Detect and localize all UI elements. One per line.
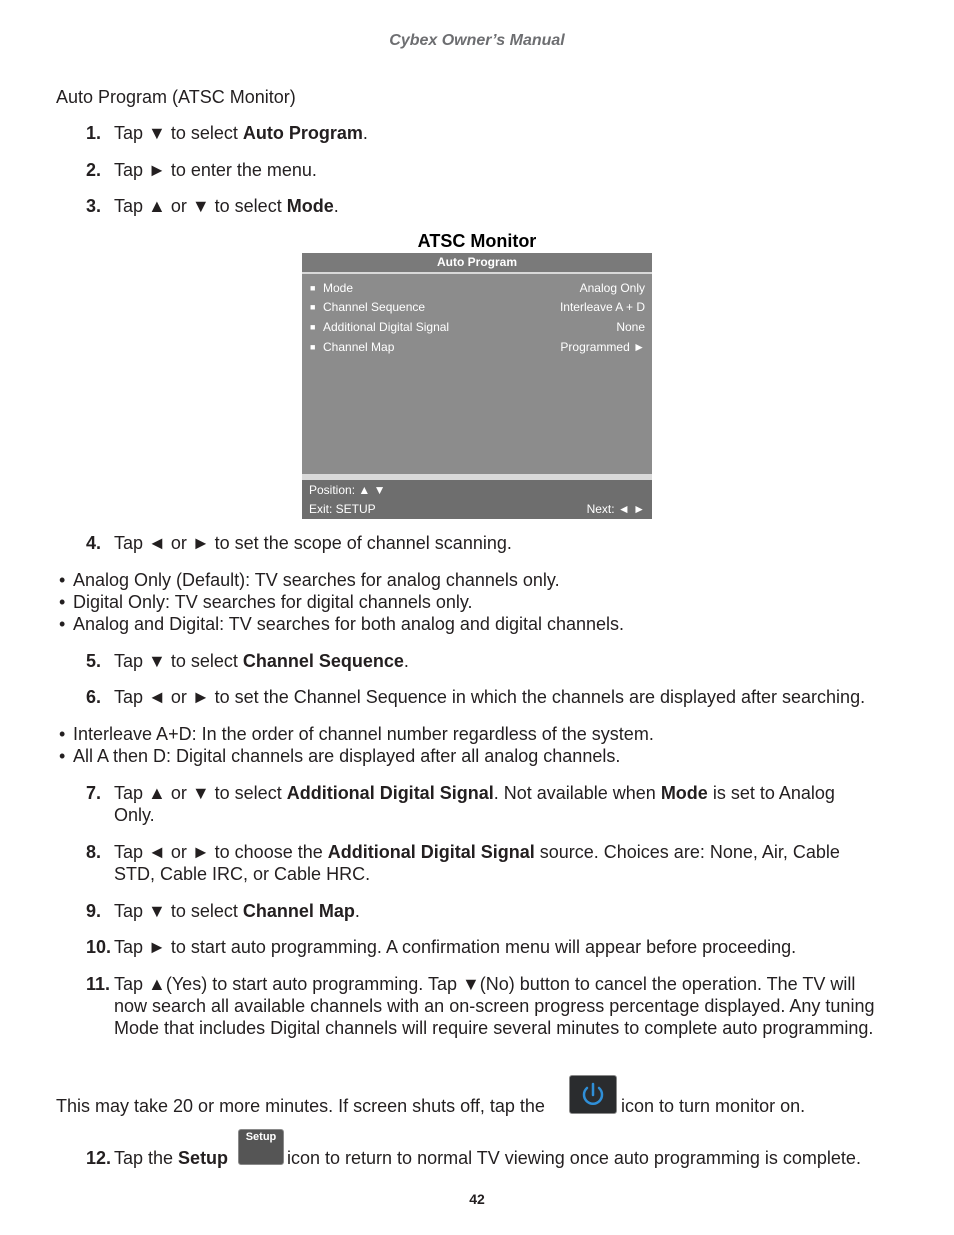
atsc-menu-screenshot bbox=[302, 253, 652, 519]
step-5-text: Tap ▼ to select Channel Sequence. bbox=[114, 651, 409, 671]
menu-row-value: Programmed ► bbox=[560, 340, 645, 354]
menu-row-channel-map bbox=[302, 337, 652, 357]
running-header: Cybex Owner’s Manual bbox=[389, 32, 565, 49]
footer-next: Next: ◄ ► bbox=[586, 502, 645, 516]
menu-row-label: Channel Sequence bbox=[323, 300, 426, 314]
step-12-text-before: Tap the Setup bbox=[114, 1148, 229, 1168]
note-text-after: icon to turn monitor on. bbox=[621, 1096, 806, 1116]
step-9-text: Tap ▼ to select Channel Map. bbox=[114, 901, 360, 921]
list-item: • Analog Only (Default): TV searches for analog channels only. bbox=[59, 570, 560, 590]
step-number: 3. bbox=[86, 196, 102, 216]
step-number: 11. bbox=[86, 974, 111, 994]
step-7-text: Tap ▲ or ▼ to select Additional Digital Signal. Not available when Mode is set to Analog Only. bbox=[114, 783, 835, 825]
step-10-text: Tap ► to start auto programming. A confirmation menu will appear before proceeding. bbox=[114, 937, 797, 957]
power-icon-glyph bbox=[570, 1076, 616, 1113]
list-item: • All A then D: Digital channels are displayed after all analog channels. bbox=[59, 746, 621, 766]
step-number: 5. bbox=[86, 651, 102, 671]
menu-row-label: Mode bbox=[323, 281, 354, 295]
menu-row-value: Interleave A + D bbox=[559, 300, 645, 314]
step-12-text-after: icon to return to normal TV viewing once auto programming is complete. bbox=[287, 1148, 861, 1168]
step-2-text: Tap ► to enter the menu. bbox=[114, 160, 317, 180]
step-number: 2. bbox=[86, 160, 102, 180]
figure-title: ATSC Monitor bbox=[417, 231, 537, 251]
menu-row-channel-sequence bbox=[302, 297, 652, 317]
setup-icon[interactable]: Setup bbox=[238, 1129, 284, 1165]
menu-body bbox=[302, 274, 652, 474]
section-title: Auto Program (ATSC Monitor) bbox=[56, 87, 296, 107]
square-bullet-icon: ■ bbox=[310, 342, 316, 352]
square-bullet-icon: ■ bbox=[310, 322, 316, 332]
step-number: 1. bbox=[86, 123, 102, 143]
page-number: 42 bbox=[469, 1191, 485, 1207]
step-number: 10. bbox=[86, 937, 112, 957]
power-icon[interactable] bbox=[569, 1075, 617, 1114]
step-number: 9. bbox=[86, 901, 102, 921]
step-3-text: Tap ▲ or ▼ to select Mode. bbox=[114, 196, 339, 216]
step-number: 8. bbox=[86, 842, 102, 862]
step-6-text: Tap ◄ or ► to set the Channel Sequence in which the channels are displayed after searching. bbox=[114, 687, 866, 707]
step-8-text: Tap ◄ or ► to choose the Additional Digital Signal source. Choices are: None, Air, Cable STD, Cable IRC, or Cable HRC. bbox=[114, 842, 840, 884]
step-number: 6. bbox=[86, 687, 102, 707]
step-number: 7. bbox=[86, 783, 102, 803]
square-bullet-icon: ■ bbox=[310, 283, 316, 293]
menu-row-value: Analog Only bbox=[579, 281, 645, 295]
step-number: 12. bbox=[86, 1148, 112, 1168]
step-1-text: Tap ▼ to select Auto Program. bbox=[114, 123, 368, 143]
step-4-text: Tap ◄ or ► to set the scope of channel scanning. bbox=[114, 533, 512, 553]
menu-row-label: Additional Digital Signal bbox=[323, 320, 450, 334]
list-item: • Digital Only: TV searches for digital channels only. bbox=[59, 592, 473, 612]
footer-position: Position: ▲ ▼ bbox=[309, 483, 386, 497]
list-item: • Analog and Digital: TV searches for both analog and digital channels. bbox=[59, 614, 625, 634]
menu-row-additional-digital-signal bbox=[302, 317, 652, 337]
footer-exit: Exit: SETUP bbox=[309, 502, 376, 516]
menu-row-label: Channel Map bbox=[323, 340, 395, 354]
menu-row-value: None bbox=[616, 320, 645, 334]
step-11-text: Tap ▲(Yes) to start auto programming. Tap ▼(No) button to cancel the operation. The TV will now search all available channels with an on-screen progress percentage displayed. Any tuning Mode that includes Digital channels will require several minutes to complete auto programming. bbox=[114, 974, 875, 1038]
note-text-before: This may take 20 or more minutes. If screen shuts off, tap the bbox=[56, 1096, 545, 1116]
list-item: • Interleave A+D: In the order of channel number regardless of the system. bbox=[59, 724, 654, 744]
menu-row-mode bbox=[302, 278, 652, 298]
square-bullet-icon: ■ bbox=[310, 302, 316, 312]
step-number: 4. bbox=[86, 533, 102, 553]
menu-header: Auto Program bbox=[302, 253, 652, 272]
menu-footer bbox=[302, 480, 652, 519]
